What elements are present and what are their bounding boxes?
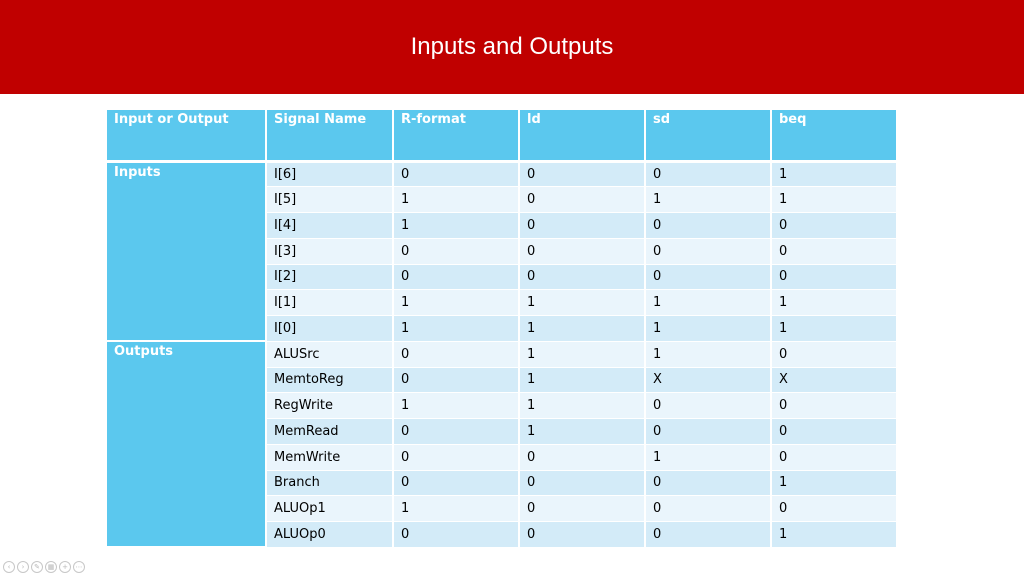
signal-value-cell: 0 [645, 161, 771, 187]
signal-value-cell: 0 [771, 264, 896, 290]
signal-value-cell: 0 [519, 444, 645, 470]
signal-value-cell: 0 [771, 238, 896, 264]
signal-value-cell: 1 [393, 290, 519, 316]
signal-value-cell: X [645, 367, 771, 393]
column-header: sd [645, 110, 771, 161]
zoom-icon[interactable]: + [59, 561, 71, 573]
signal-name-cell: I[0] [266, 316, 393, 342]
signal-name-cell: I[3] [266, 238, 393, 264]
slide-title: Inputs and Outputs [410, 33, 614, 60]
signal-name-cell: Branch [266, 470, 393, 496]
signal-value-cell: 1 [771, 316, 896, 342]
signal-value-cell: 1 [519, 316, 645, 342]
slides-overview-icon[interactable]: ▦ [45, 561, 57, 573]
table-row [107, 161, 896, 187]
signal-value-cell: 0 [393, 238, 519, 264]
pen-icon[interactable]: ✎ [31, 561, 43, 573]
signal-value-cell: 0 [771, 341, 896, 367]
signal-value-cell: 0 [393, 444, 519, 470]
signal-value-cell: 0 [645, 393, 771, 419]
column-header: Input or Output [107, 110, 266, 161]
table-row [107, 341, 896, 367]
signal-name-cell: ALUOp1 [266, 496, 393, 522]
signal-value-cell: 0 [645, 496, 771, 522]
signal-value-cell: 0 [393, 419, 519, 445]
signal-value-cell: 1 [519, 290, 645, 316]
signal-value-cell: 0 [393, 341, 519, 367]
signal-value-cell: 0 [519, 187, 645, 213]
signal-name-cell: I[5] [266, 187, 393, 213]
signal-value-cell: 0 [645, 522, 771, 548]
signal-value-cell: 0 [645, 238, 771, 264]
signal-value-cell: 1 [645, 341, 771, 367]
signal-name-cell: I[4] [266, 213, 393, 239]
signal-value-cell: 1 [393, 393, 519, 419]
signal-value-cell: 0 [771, 444, 896, 470]
column-header: ld [519, 110, 645, 161]
signal-value-cell: 1 [393, 316, 519, 342]
more-options-icon[interactable]: ⋯ [73, 561, 85, 573]
signal-value-cell: 0 [519, 161, 645, 187]
signal-name-cell: MemWrite [266, 444, 393, 470]
signal-value-cell: 0 [519, 496, 645, 522]
signal-value-cell: 1 [771, 470, 896, 496]
signal-value-cell: 1 [771, 161, 896, 187]
table-body [107, 161, 896, 547]
signal-value-cell: 1 [645, 444, 771, 470]
signal-value-cell: 0 [393, 522, 519, 548]
signal-value-cell: 1 [645, 316, 771, 342]
signal-value-cell: 0 [519, 213, 645, 239]
signal-name-cell: I[2] [266, 264, 393, 290]
signal-value-cell: 0 [645, 470, 771, 496]
table-header-row [107, 110, 896, 161]
signal-value-cell: 0 [645, 419, 771, 445]
signal-value-cell: X [771, 367, 896, 393]
group-label: Inputs [107, 161, 266, 341]
signal-value-cell: 1 [645, 290, 771, 316]
signal-name-cell: ALUOp0 [266, 522, 393, 548]
slide-navigation-controls [3, 561, 85, 573]
column-header: Signal Name [266, 110, 393, 161]
signal-name-cell: RegWrite [266, 393, 393, 419]
signal-value-cell: 0 [771, 393, 896, 419]
signal-value-cell: 1 [771, 187, 896, 213]
signal-value-cell: 1 [393, 213, 519, 239]
signal-name-cell: I[1] [266, 290, 393, 316]
signal-value-cell: 0 [771, 496, 896, 522]
signal-value-cell: 0 [393, 264, 519, 290]
previous-slide-icon[interactable]: ‹ [3, 561, 15, 573]
signal-value-cell: 0 [519, 264, 645, 290]
signal-value-cell: 1 [519, 341, 645, 367]
signal-value-cell: 0 [645, 213, 771, 239]
signal-value-cell: 1 [771, 522, 896, 548]
next-slide-icon[interactable]: › [17, 561, 29, 573]
signal-name-cell: I[6] [266, 161, 393, 187]
signal-value-cell: 0 [519, 522, 645, 548]
column-header: beq [771, 110, 896, 161]
signal-value-cell: 0 [393, 161, 519, 187]
column-header: R-format [393, 110, 519, 161]
group-label: Outputs [107, 341, 266, 547]
signal-name-cell: MemRead [266, 419, 393, 445]
signal-value-cell: 0 [771, 213, 896, 239]
signal-value-cell: 0 [771, 419, 896, 445]
signal-value-cell: 1 [645, 187, 771, 213]
signal-value-cell: 1 [519, 367, 645, 393]
signal-value-cell: 1 [519, 393, 645, 419]
signal-value-cell: 1 [519, 419, 645, 445]
signal-value-cell: 1 [771, 290, 896, 316]
signal-value-cell: 0 [645, 264, 771, 290]
signal-value-cell: 0 [519, 238, 645, 264]
signal-name-cell: MemtoReg [266, 367, 393, 393]
title-banner [0, 0, 1024, 94]
truth-table [107, 110, 896, 548]
signal-name-cell: ALUSrc [266, 341, 393, 367]
signal-value-cell: 0 [519, 470, 645, 496]
signal-value-cell: 0 [393, 367, 519, 393]
signal-value-cell: 1 [393, 496, 519, 522]
signal-value-cell: 1 [393, 187, 519, 213]
signal-value-cell: 0 [393, 470, 519, 496]
